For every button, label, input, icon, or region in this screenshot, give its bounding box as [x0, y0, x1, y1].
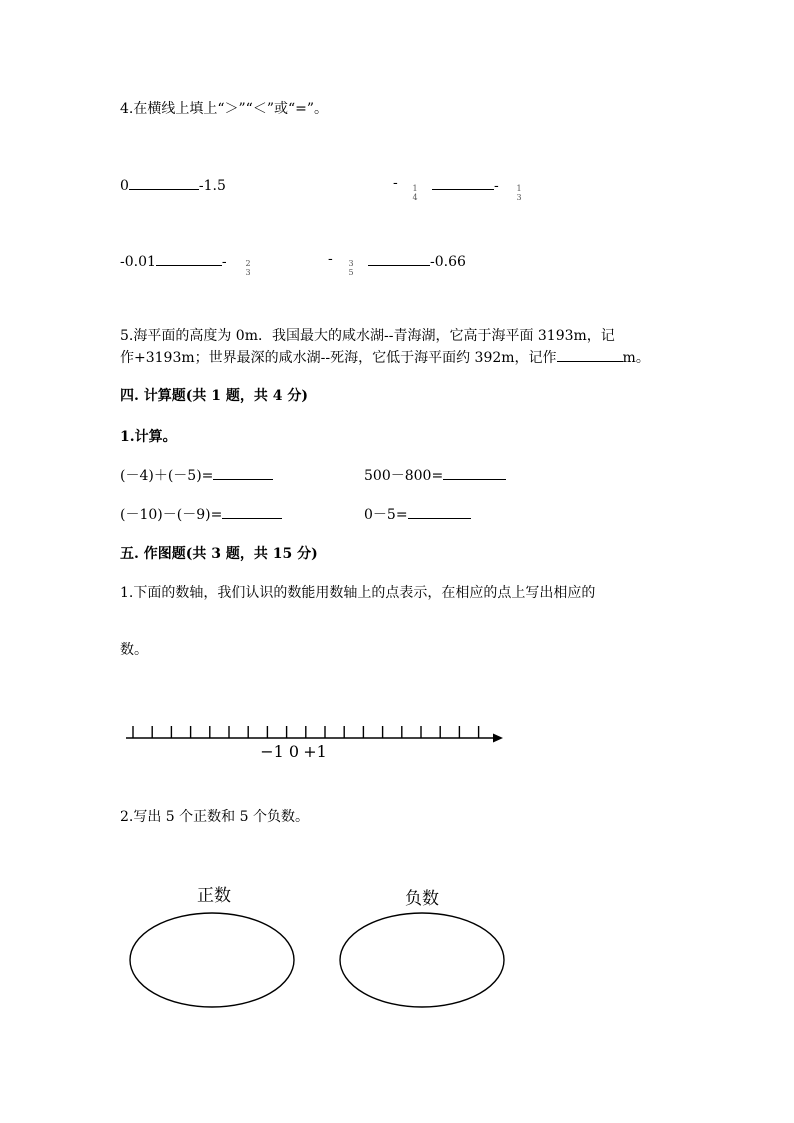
section-4-q1-title: 1.计算。: [120, 429, 177, 445]
fraction-numerator: 2: [245, 259, 251, 268]
section-5-q1-line2: 数。: [120, 642, 148, 658]
fraction-denominator: 3: [516, 193, 522, 202]
q4-r1-right-value: -1.5: [198, 178, 226, 194]
q5-line2-text: 作+3193m；世界最深的咸水湖--死海，它低于海平面约 392m，记作: [120, 350, 557, 366]
number-line: [126, 726, 503, 761]
arrow-right-icon: [493, 734, 503, 743]
q4-r2b-minus: -: [328, 251, 333, 267]
fraction-numerator: 1: [516, 184, 522, 193]
section-5-q1-line1: 1.下面的数轴，我们认识的数能用数轴上的点表示，在相应的点上写出相应的: [120, 585, 596, 601]
axis-label-zero: 0: [288, 742, 300, 761]
q4-r1b-minus-2: -: [494, 178, 499, 194]
axis-label-minus-one: −1: [260, 742, 284, 761]
section-4-title: 四. 计算题(共 1 题，共 4 分): [120, 388, 308, 404]
fraction-numerator: 1: [412, 184, 418, 193]
oval-label-negative: 负数: [405, 889, 439, 909]
q4-r1b-minus-1: -: [393, 175, 398, 191]
axis-label-plus-one: +1: [303, 742, 327, 761]
fraction-denominator: 4: [412, 193, 418, 202]
fraction-denominator: 3: [245, 268, 251, 277]
calc-expression-text: (－10)－(－9)=: [120, 507, 223, 523]
fraction-numerator: 3: [348, 259, 354, 268]
oval-label-positive: 正数: [197, 886, 231, 906]
section-5-title: 五. 作图题(共 3 题，共 15 分): [120, 546, 318, 562]
positive-numbers-oval[interactable]: [130, 913, 294, 1007]
calc-expression-text: 500－800=: [364, 468, 444, 484]
q4-r2-left-value: -0.01: [120, 254, 156, 270]
q4-r2-minus: -: [221, 254, 227, 270]
q5-line1: 5.海平面的高度为 0m．我国最大的咸水湖--青海湖，它高于海平面 3193m，记: [120, 328, 615, 344]
q4-r1-left-value: 0: [120, 178, 129, 194]
calc-expression-text: (－4)＋(－5)=: [120, 468, 214, 484]
negative-numbers-oval[interactable]: [340, 913, 504, 1007]
q5-line2-unit: m。: [622, 350, 650, 366]
calc-expression-text: 0－5=: [364, 507, 408, 523]
section-5-q2-title: 2.写出 5 个正数和 5 个负数。: [120, 809, 309, 825]
number-line-ticks: [133, 726, 479, 738]
q4-prompt: 4.在横线上填上“＞”“＜”或“=”。: [120, 101, 329, 117]
q4-r2b-right-value: -0.66: [430, 254, 466, 270]
fraction-denominator: 5: [348, 268, 354, 277]
